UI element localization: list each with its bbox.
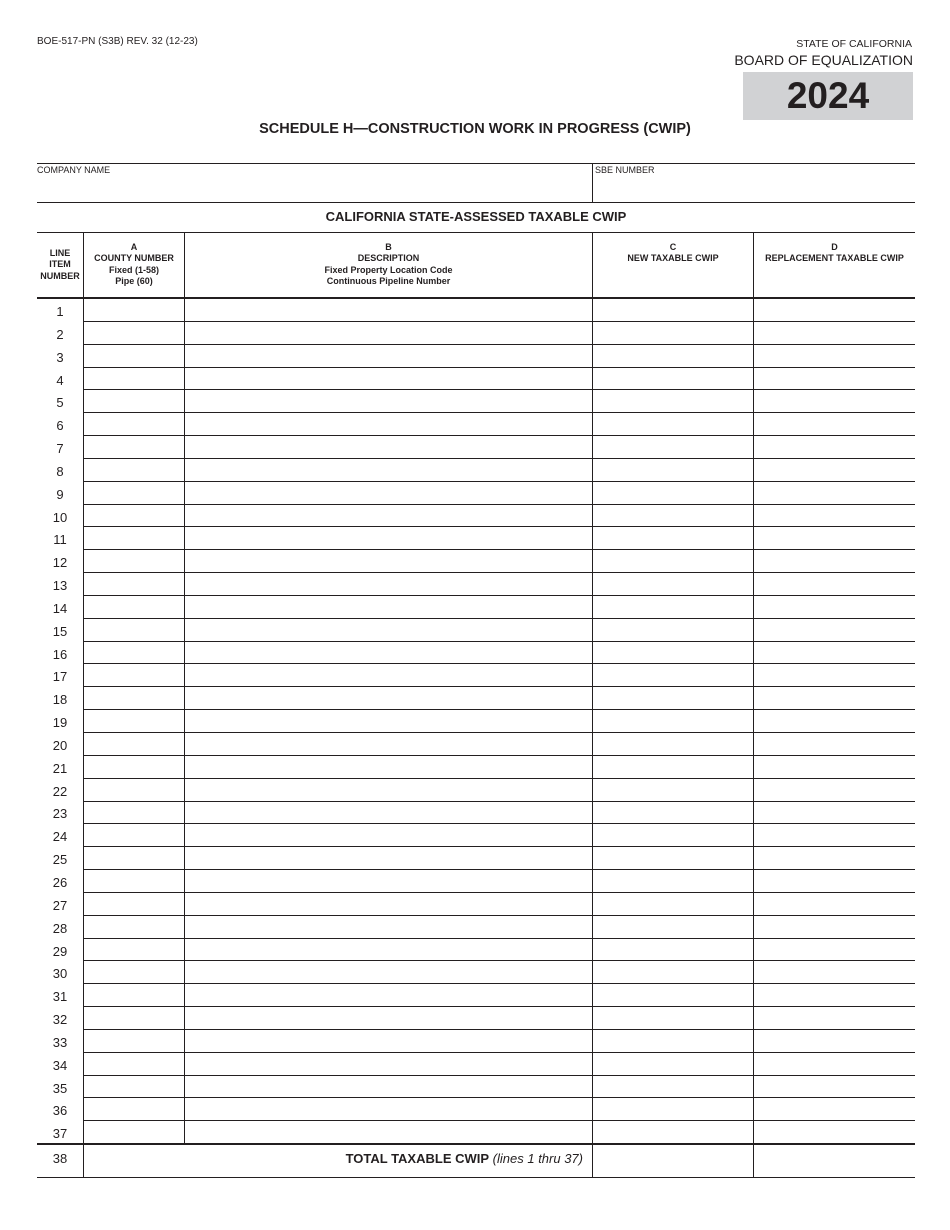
description-input[interactable] bbox=[186, 779, 591, 800]
new-cwip-input[interactable] bbox=[594, 664, 752, 685]
new-cwip-input[interactable] bbox=[594, 413, 752, 434]
line-number: 9 bbox=[56, 486, 64, 502]
line-number: 17 bbox=[52, 669, 68, 685]
column-header-text: DESCRIPTION bbox=[357, 253, 420, 264]
description-input[interactable] bbox=[186, 1030, 591, 1051]
column-header-a bbox=[84, 242, 184, 287]
county-number-input[interactable] bbox=[85, 345, 183, 366]
county-number-input[interactable] bbox=[85, 596, 183, 617]
replacement-cwip-input[interactable] bbox=[755, 619, 914, 640]
replacement-cwip-input[interactable] bbox=[755, 1053, 914, 1074]
new-cwip-input[interactable] bbox=[594, 756, 752, 777]
new-cwip-input[interactable] bbox=[594, 824, 752, 845]
column-header-text: B bbox=[385, 242, 392, 252]
new-cwip-input[interactable] bbox=[594, 368, 752, 389]
replacement-cwip-input[interactable] bbox=[755, 1030, 914, 1051]
line-number: 1 bbox=[56, 304, 64, 319]
line-number: 11 bbox=[53, 532, 67, 548]
line-number: 26 bbox=[52, 875, 68, 890]
description-input[interactable] bbox=[186, 710, 591, 731]
board-label: BOARD OF EQUALIZATION bbox=[734, 52, 913, 68]
line-number: 12 bbox=[52, 555, 68, 571]
description-input[interactable] bbox=[186, 664, 591, 685]
new-cwip-input[interactable] bbox=[594, 1121, 752, 1142]
county-number-input[interactable] bbox=[85, 550, 183, 571]
new-cwip-input[interactable] bbox=[594, 1076, 752, 1097]
line-number: 4 bbox=[56, 372, 64, 388]
line-number: 14 bbox=[52, 600, 68, 616]
county-number-input[interactable] bbox=[85, 1076, 183, 1097]
column-header-text: ITEM bbox=[49, 259, 71, 270]
replacement-cwip-input[interactable] bbox=[755, 1007, 914, 1028]
county-number-input[interactable] bbox=[85, 573, 183, 594]
column-header-text: Pipe (60) bbox=[115, 275, 153, 286]
description-input[interactable] bbox=[186, 482, 591, 503]
description-input[interactable] bbox=[186, 802, 591, 823]
total-label bbox=[84, 1151, 583, 1166]
replacement-cwip-input[interactable] bbox=[755, 779, 914, 800]
county-number-input[interactable] bbox=[85, 1030, 183, 1051]
total-label-text: TOTAL TAXABLE CWIP bbox=[345, 1151, 490, 1166]
description-input[interactable] bbox=[186, 322, 591, 343]
replacement-cwip-input[interactable] bbox=[755, 368, 914, 389]
description-input[interactable] bbox=[186, 1121, 591, 1142]
new-cwip-input[interactable] bbox=[594, 893, 752, 914]
county-number-input[interactable] bbox=[85, 390, 183, 411]
county-number-input[interactable] bbox=[85, 710, 183, 731]
line-number: 7 bbox=[56, 441, 64, 457]
column-header-text: REPLACEMENT TAXABLE CWIP bbox=[765, 253, 904, 264]
county-number-input[interactable] bbox=[85, 299, 183, 320]
replacement-cwip-input[interactable] bbox=[755, 482, 914, 503]
county-number-input[interactable] bbox=[85, 459, 183, 480]
county-number-input[interactable] bbox=[85, 505, 183, 526]
new-cwip-input[interactable] bbox=[594, 322, 752, 343]
line-number: 2 bbox=[56, 326, 64, 342]
description-input[interactable] bbox=[186, 299, 591, 320]
new-cwip-input[interactable] bbox=[594, 802, 752, 823]
column-header-text: NUMBER bbox=[40, 270, 80, 281]
new-cwip-input[interactable] bbox=[594, 619, 752, 640]
county-number-input[interactable] bbox=[85, 687, 183, 708]
description-input[interactable] bbox=[186, 619, 591, 640]
line-number: 24 bbox=[52, 829, 68, 845]
section-title: CALIFORNIA STATE-ASSESSED TAXABLE CWIP bbox=[325, 209, 627, 224]
line-number: 34 bbox=[52, 1057, 68, 1073]
line-number: 33 bbox=[52, 1034, 68, 1050]
description-input[interactable] bbox=[186, 413, 591, 434]
replacement-cwip-input[interactable] bbox=[755, 505, 914, 526]
county-number-input[interactable] bbox=[85, 1053, 183, 1074]
line-number: 3 bbox=[56, 349, 64, 365]
line-number: 10 bbox=[52, 509, 68, 525]
replacement-cwip-input[interactable] bbox=[755, 802, 914, 823]
replacement-cwip-input[interactable] bbox=[755, 916, 914, 937]
county-number-input[interactable] bbox=[85, 436, 183, 457]
replacement-cwip-input[interactable] bbox=[755, 824, 914, 845]
replacement-cwip-input[interactable] bbox=[755, 413, 914, 434]
new-cwip-input[interactable] bbox=[594, 1007, 752, 1028]
county-number-input[interactable] bbox=[85, 824, 183, 845]
column-header-b bbox=[185, 242, 592, 287]
county-number-input[interactable] bbox=[85, 847, 183, 868]
county-number-input[interactable] bbox=[85, 939, 183, 960]
replacement-cwip-input[interactable] bbox=[755, 550, 914, 571]
description-input[interactable] bbox=[186, 596, 591, 617]
new-cwip-input[interactable] bbox=[594, 459, 752, 480]
replacement-cwip-input[interactable] bbox=[755, 1121, 914, 1142]
line-number: 18 bbox=[52, 692, 68, 708]
replacement-cwip-input[interactable] bbox=[755, 345, 914, 366]
total-replacement-cwip-input[interactable] bbox=[755, 1143, 915, 1176]
replacement-cwip-input[interactable] bbox=[755, 573, 914, 594]
replacement-cwip-input[interactable] bbox=[755, 459, 914, 480]
line-number: 30 bbox=[52, 966, 68, 982]
description-input[interactable] bbox=[186, 984, 591, 1005]
new-cwip-input[interactable] bbox=[594, 505, 752, 526]
replacement-cwip-input[interactable] bbox=[755, 687, 914, 708]
line-number: 21 bbox=[52, 760, 68, 776]
line-number: 6 bbox=[56, 418, 64, 434]
form-id: BOE-517-PN (S3B) REV. 32 (12-23) bbox=[37, 36, 198, 47]
line-number: 13 bbox=[52, 578, 68, 594]
new-cwip-input[interactable] bbox=[594, 596, 752, 617]
company-name-label: COMPANY NAME bbox=[37, 165, 111, 175]
column-divider bbox=[83, 232, 84, 1177]
county-number-input[interactable] bbox=[85, 756, 183, 777]
divider bbox=[37, 232, 915, 233]
replacement-cwip-input[interactable] bbox=[755, 939, 914, 960]
county-number-input[interactable] bbox=[85, 893, 183, 914]
new-cwip-input[interactable] bbox=[594, 939, 752, 960]
description-input[interactable] bbox=[186, 550, 591, 571]
description-input[interactable] bbox=[186, 870, 591, 891]
new-cwip-input[interactable] bbox=[594, 550, 752, 571]
description-input[interactable] bbox=[186, 756, 591, 777]
replacement-cwip-input[interactable] bbox=[755, 322, 914, 343]
county-number-input[interactable] bbox=[85, 779, 183, 800]
county-number-input[interactable] bbox=[85, 870, 183, 891]
county-number-input[interactable] bbox=[85, 527, 183, 548]
description-input[interactable] bbox=[186, 939, 591, 960]
replacement-cwip-input[interactable] bbox=[755, 642, 914, 663]
replacement-cwip-input[interactable] bbox=[755, 664, 914, 685]
replacement-cwip-input[interactable] bbox=[755, 847, 914, 868]
line-number: 27 bbox=[52, 897, 68, 913]
county-number-input[interactable] bbox=[85, 916, 183, 937]
description-input[interactable] bbox=[186, 916, 591, 937]
new-cwip-input[interactable] bbox=[594, 436, 752, 457]
description-input[interactable] bbox=[186, 459, 591, 480]
column-header-text: NEW TAXABLE CWIP bbox=[627, 253, 719, 264]
replacement-cwip-input[interactable] bbox=[755, 436, 914, 457]
new-cwip-input[interactable] bbox=[594, 390, 752, 411]
replacement-cwip-input[interactable] bbox=[755, 527, 914, 548]
replacement-cwip-input[interactable] bbox=[755, 961, 914, 982]
column-header-text: A bbox=[130, 242, 138, 252]
tax-year: 2024 bbox=[786, 75, 870, 116]
replacement-cwip-input[interactable] bbox=[755, 733, 914, 754]
line-number: 35 bbox=[52, 1080, 68, 1096]
new-cwip-input[interactable] bbox=[594, 984, 752, 1005]
description-input[interactable] bbox=[186, 1098, 591, 1119]
description-input[interactable] bbox=[186, 1007, 591, 1028]
new-cwip-input[interactable] bbox=[594, 482, 752, 503]
divider bbox=[592, 163, 593, 202]
new-cwip-input[interactable] bbox=[594, 733, 752, 754]
state-label: STATE OF CALIFORNIA bbox=[796, 38, 912, 50]
line-number: 29 bbox=[52, 943, 68, 959]
description-input[interactable] bbox=[186, 733, 591, 754]
column-header-text: C bbox=[669, 242, 677, 252]
line-number: 36 bbox=[52, 1103, 68, 1119]
county-number-input[interactable] bbox=[85, 961, 183, 982]
county-number-input[interactable] bbox=[85, 413, 183, 434]
new-cwip-input[interactable] bbox=[594, 870, 752, 891]
line-number: 8 bbox=[56, 463, 64, 479]
column-header-text: D bbox=[831, 242, 838, 252]
line-number: 37 bbox=[52, 1126, 68, 1142]
description-input[interactable] bbox=[186, 893, 591, 914]
column-header-text: COUNTY NUMBER bbox=[94, 253, 174, 264]
column-header-text: Continuous Pipeline Number bbox=[326, 275, 451, 286]
total-new-cwip-input[interactable] bbox=[594, 1143, 753, 1176]
replacement-cwip-input[interactable] bbox=[755, 756, 914, 777]
line-number: 20 bbox=[52, 737, 68, 753]
page-title: SCHEDULE H—CONSTRUCTION WORK IN PROGRESS (CWIP) bbox=[259, 121, 691, 137]
new-cwip-input[interactable] bbox=[594, 1030, 752, 1051]
replacement-cwip-input[interactable] bbox=[755, 870, 914, 891]
description-input[interactable] bbox=[186, 390, 591, 411]
line-number: 22 bbox=[52, 783, 68, 799]
new-cwip-input[interactable] bbox=[594, 961, 752, 982]
new-cwip-input[interactable] bbox=[594, 847, 752, 868]
divider bbox=[37, 163, 915, 164]
new-cwip-input[interactable] bbox=[594, 687, 752, 708]
county-number-input[interactable] bbox=[85, 984, 183, 1005]
column-divider bbox=[753, 232, 754, 1177]
replacement-cwip-input[interactable] bbox=[755, 1076, 914, 1097]
replacement-cwip-input[interactable] bbox=[755, 1098, 914, 1119]
replacement-cwip-input[interactable] bbox=[755, 710, 914, 731]
line-number: 25 bbox=[52, 852, 68, 868]
year-box bbox=[743, 72, 913, 120]
county-number-input[interactable] bbox=[85, 1121, 183, 1142]
line-number: 23 bbox=[52, 806, 68, 822]
company-name-field[interactable] bbox=[37, 178, 590, 200]
sbe-number-label: SBE NUMBER bbox=[595, 165, 655, 175]
description-input[interactable] bbox=[186, 824, 591, 845]
county-number-input[interactable] bbox=[85, 664, 183, 685]
description-input[interactable] bbox=[186, 847, 591, 868]
line-number: 5 bbox=[56, 395, 64, 411]
column-header-text: Fixed Property Location Code bbox=[324, 264, 453, 275]
table-bottom-rule bbox=[37, 1177, 915, 1178]
column-header-c bbox=[593, 242, 753, 265]
new-cwip-input[interactable] bbox=[594, 345, 752, 366]
county-number-input[interactable] bbox=[85, 322, 183, 343]
new-cwip-input[interactable] bbox=[594, 1053, 752, 1074]
county-number-input[interactable] bbox=[85, 733, 183, 754]
description-input[interactable] bbox=[186, 436, 591, 457]
replacement-cwip-input[interactable] bbox=[755, 390, 914, 411]
new-cwip-input[interactable] bbox=[594, 573, 752, 594]
description-input[interactable] bbox=[186, 527, 591, 548]
description-input[interactable] bbox=[186, 1076, 591, 1097]
replacement-cwip-input[interactable] bbox=[755, 984, 914, 1005]
county-number-input[interactable] bbox=[85, 1098, 183, 1119]
total-line-number: 38 bbox=[52, 1151, 68, 1166]
column-divider bbox=[592, 232, 593, 1177]
county-number-input[interactable] bbox=[85, 1007, 183, 1028]
line-number: 32 bbox=[52, 1012, 68, 1028]
description-input[interactable] bbox=[186, 368, 591, 389]
divider bbox=[37, 202, 915, 203]
replacement-cwip-input[interactable] bbox=[755, 596, 914, 617]
county-number-input[interactable] bbox=[85, 482, 183, 503]
county-number-input[interactable] bbox=[85, 802, 183, 823]
replacement-cwip-input[interactable] bbox=[755, 299, 914, 320]
new-cwip-input[interactable] bbox=[594, 299, 752, 320]
county-number-input[interactable] bbox=[85, 368, 183, 389]
column-header-d bbox=[754, 242, 915, 265]
sbe-number-field[interactable] bbox=[594, 178, 914, 200]
new-cwip-input[interactable] bbox=[594, 1098, 752, 1119]
county-number-input[interactable] bbox=[85, 619, 183, 640]
line-number: 28 bbox=[52, 920, 68, 936]
line-number: 31 bbox=[52, 989, 68, 1005]
description-input[interactable] bbox=[186, 642, 591, 663]
new-cwip-input[interactable] bbox=[594, 710, 752, 731]
total-label-note: (lines 1 thru 37) bbox=[492, 1151, 583, 1166]
column-header-text: Fixed (1-58) bbox=[108, 264, 159, 275]
line-number: 15 bbox=[52, 623, 68, 639]
description-input[interactable] bbox=[186, 345, 591, 366]
description-input[interactable] bbox=[186, 961, 591, 982]
description-input[interactable] bbox=[186, 1053, 591, 1074]
new-cwip-input[interactable] bbox=[594, 779, 752, 800]
county-number-input[interactable] bbox=[85, 642, 183, 663]
line-number: 19 bbox=[52, 715, 68, 731]
column-header-line bbox=[37, 248, 83, 282]
description-input[interactable] bbox=[186, 505, 591, 526]
replacement-cwip-input[interactable] bbox=[755, 893, 914, 914]
column-header-text: LINE bbox=[49, 248, 71, 258]
new-cwip-input[interactable] bbox=[594, 916, 752, 937]
new-cwip-input[interactable] bbox=[594, 527, 752, 548]
new-cwip-input[interactable] bbox=[594, 642, 752, 663]
description-input[interactable] bbox=[186, 573, 591, 594]
line-number: 16 bbox=[52, 646, 68, 662]
description-input[interactable] bbox=[186, 687, 591, 708]
